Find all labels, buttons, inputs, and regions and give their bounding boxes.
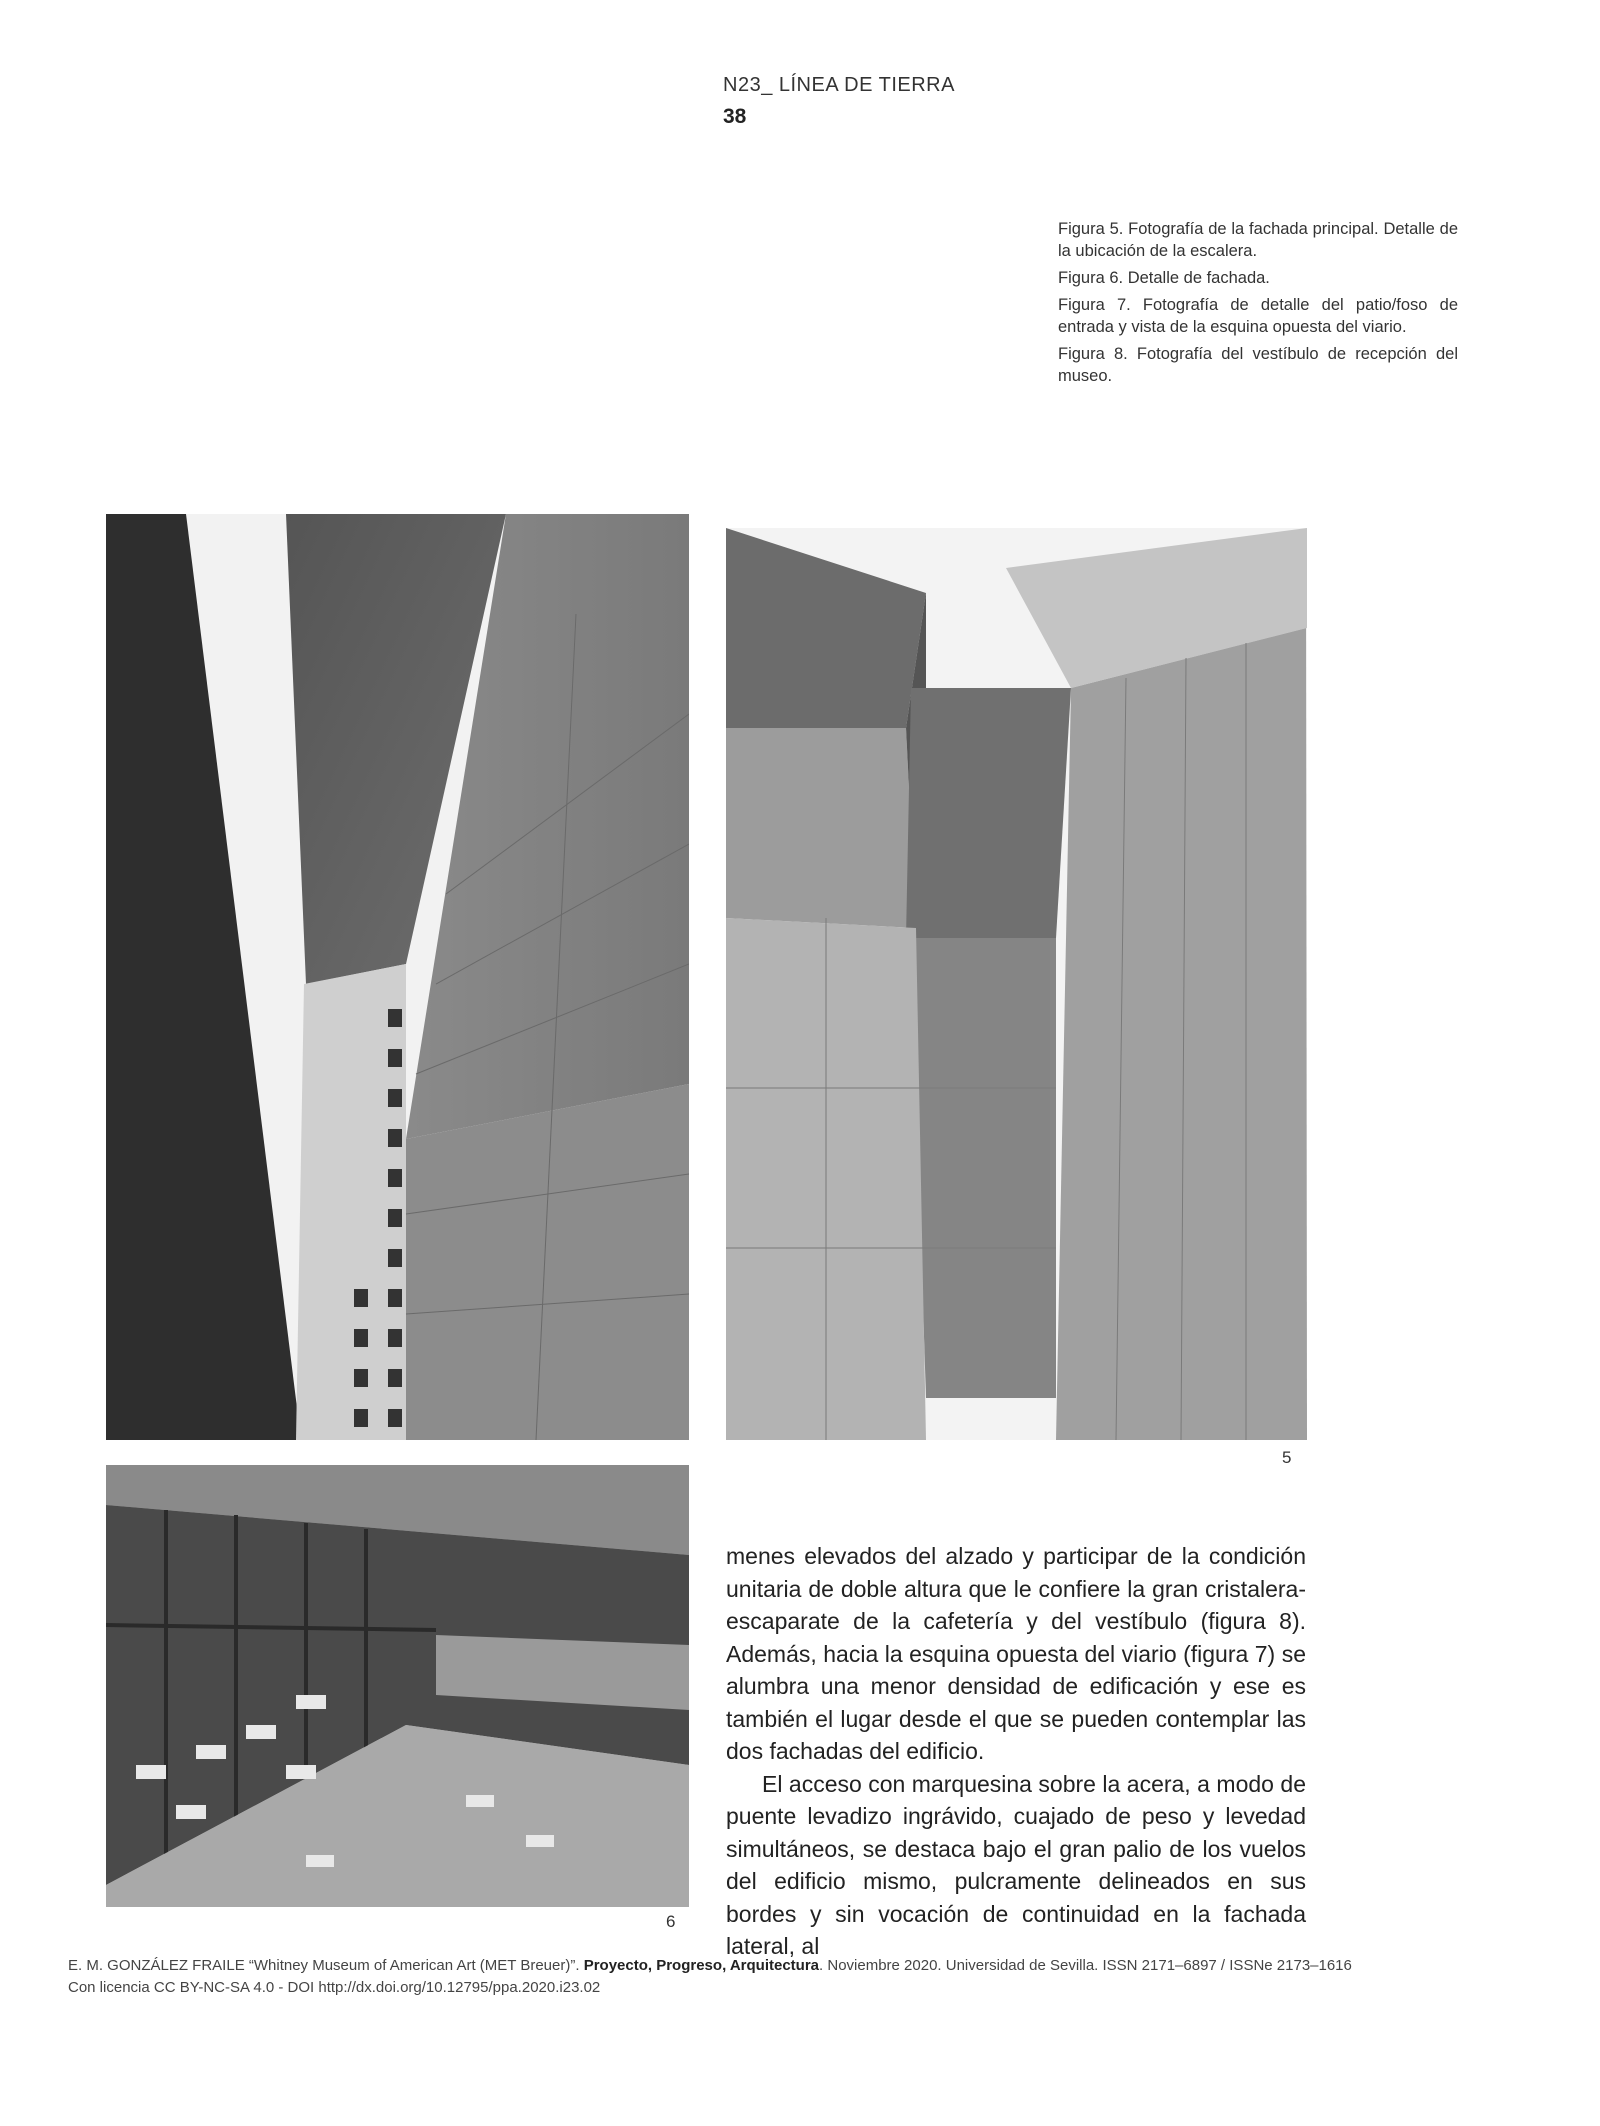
caption-figure-6: Figura 6. Detalle de fachada. <box>1058 269 1270 287</box>
photo-cafeteria-window <box>106 1465 689 1907</box>
citation-author: E. M. GONZÁLEZ FRAILE “Whitney Museum of American Art (MET Breuer)”. <box>68 1957 580 1974</box>
caption-figure-8: Figura 8. Fotografía del vestíbulo de recepción del museo. <box>1058 345 1458 385</box>
page-number: 38 <box>723 105 747 128</box>
figure-6-label: 6 <box>666 1912 676 1931</box>
article-body <box>726 1540 1306 1963</box>
license-line: Con licencia CC BY-NC-SA 4.0 - DOI http://dx.doi.org/10.12795/ppa.2020.i23.02 <box>68 1979 601 1996</box>
photo-facade-upward <box>106 514 689 1440</box>
caption-figure-5: Figura 5. Fotografía de la fachada principal. Detalle de la ubicación de la escalera. <box>1058 220 1458 260</box>
citation-footer <box>68 1955 1352 1999</box>
citation-details: . Noviembre 2020. Universidad de Sevilla. ISSN 2171–6897 / ISSNe 2173–1616 <box>819 1957 1352 1974</box>
caption-figure-7: Figura 7. Fotografía de detalle del patio/foso de entrada y vista de la esquina opuesta del viario. <box>1058 296 1458 336</box>
journal-header: N23_ LÍNEA DE TIERRA <box>723 74 955 96</box>
body-paragraph: El acceso con marquesina sobre la acera, a modo de puente levadizo ingrávido, cuajado de peso y levedad simultáneos, se destaca bajo el gran palio de los vuelos del edificio mismo, pulcramente delineados en sus bordes y sin vocación de continuidad en la fachada lateral, al <box>726 1770 1306 1959</box>
citation-line <box>68 1955 1352 1977</box>
figure-5-label: 5 <box>1282 1448 1292 1467</box>
citation-journal: Proyecto, Progreso, Arquitectura <box>583 1957 820 1974</box>
photo-facade-stairs <box>726 528 1307 1440</box>
figure-captions <box>1058 218 1458 392</box>
body-paragraph: menes elevados del alzado y participar de la condición unitaria de doble altura que le confiere la gran cristalera-escaparate de la cafetería y del vestíbulo (figura 8). Además, hacia la esquina opuesta del viario (figura 7) se alumbra una menor densidad de edificación y ese es también el lugar desde el que se pueden contemplar las dos fachadas del edificio. <box>726 1543 1306 1764</box>
